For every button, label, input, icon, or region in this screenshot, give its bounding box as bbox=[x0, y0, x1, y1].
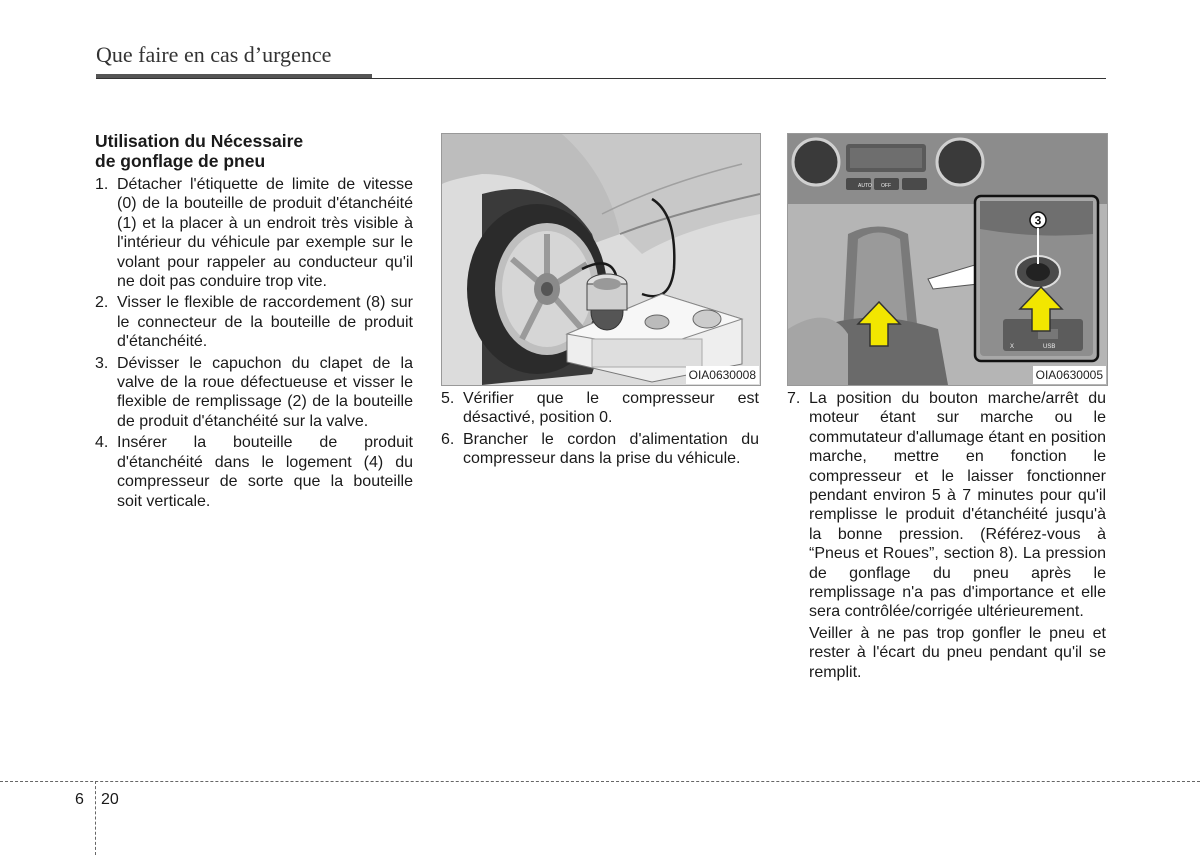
callout-number: 3 bbox=[1034, 213, 1042, 228]
page-header-title: Que faire en cas d’urgence bbox=[96, 42, 332, 67]
auto-label: AUTO bbox=[858, 183, 872, 189]
page-number: 20 bbox=[101, 791, 119, 808]
step-text: Visser le flexible de raccordement (8) sur le connecteur de la bouteille de produit d'étanchéité. bbox=[117, 294, 413, 351]
step-item bbox=[441, 389, 759, 428]
step-number: 1. bbox=[95, 176, 109, 193]
steps-list-2 bbox=[441, 389, 759, 469]
section-heading bbox=[95, 131, 413, 171]
step-item bbox=[95, 293, 413, 351]
footer-divider bbox=[0, 781, 1200, 782]
step-text: Détacher l'étiquette de limite de vitesse (0) de la bouteille de produit d'étanchéité (1) et la placer à un endroit très visible à l'intérieur du véhicule par exemple sur le volant pour rappeler au conducteur qu'il ne doit pas conduire trop vite. bbox=[117, 176, 413, 291]
step-number: 7. bbox=[787, 390, 801, 407]
section-heading-line2: de gonflage de pneu bbox=[95, 151, 266, 171]
chapter-number: 6 bbox=[75, 791, 84, 808]
step-number: 2. bbox=[95, 294, 109, 312]
power-socket-illustration bbox=[788, 134, 1107, 385]
column-middle bbox=[441, 389, 759, 471]
step-item bbox=[95, 433, 413, 511]
header-rule bbox=[96, 78, 1106, 79]
step-text: Brancher le cordon d'alimentation du compresseur dans la prise du véhicule. bbox=[463, 430, 759, 468]
step-number: 4. bbox=[95, 434, 109, 452]
step-number: 6. bbox=[441, 430, 455, 448]
steps-list-3 bbox=[787, 389, 1106, 622]
step-item bbox=[95, 175, 413, 291]
figure-code-2: OIA0630005 bbox=[1033, 366, 1106, 384]
usb-label: USB bbox=[1043, 344, 1056, 350]
step-text: Insérer la bouteille de produit d'étanchéité dans le logement (4) du compresseur de sorte que la bouteille soit verticale. bbox=[117, 434, 413, 510]
steps-list-1 bbox=[95, 175, 413, 511]
caution-note: Veiller à ne pas trop gonfler le pneu et rester à l'écart du pneu pendant qu'il se remplit. bbox=[809, 624, 1106, 681]
footer-divider-vertical bbox=[95, 781, 96, 855]
column-right bbox=[787, 389, 1106, 682]
figure-power-socket bbox=[787, 133, 1108, 386]
step-number: 5. bbox=[441, 390, 455, 407]
step-text: Dévisser le capuchon du clapet de la valve de la roue défectueuse et visser le flexible de remplissage (2) de la bouteille de produit d'étanchéité sur la valve. bbox=[117, 354, 413, 430]
step-item bbox=[787, 389, 1106, 622]
figure-tire-compressor bbox=[441, 133, 761, 386]
step-number: 3. bbox=[95, 354, 109, 372]
figure-code-1: OIA0630008 bbox=[686, 366, 759, 384]
tire-compressor-illustration bbox=[442, 134, 760, 385]
step-item bbox=[441, 430, 759, 469]
step-item bbox=[95, 354, 413, 432]
off-label: OFF bbox=[881, 183, 891, 189]
column-left bbox=[95, 131, 413, 513]
section-heading-line1: Utilisation du Nécessaire bbox=[95, 131, 304, 151]
step-text: Vérifier que le compresseur est désactivé, position 0. bbox=[463, 390, 759, 427]
aux-label: X bbox=[1010, 344, 1015, 350]
step-text: La position du bouton marche/arrêt du moteur étant sur marche ou le commutateur d'allumage étant en position marche, mettre en fonction le compresseur et le laisser fonctionner pendant environ 5 à 7 minutes pour qu'il remplisse le produit d'étanchéité jusqu'à la bonne pression. (Référez-vous à “Pneus et Roues”, section 8). La pression de gonflage du pneu après le remplissage n'a pas d'importance et elle sera contrôlée/corrigée ultérieurement. bbox=[809, 390, 1106, 621]
